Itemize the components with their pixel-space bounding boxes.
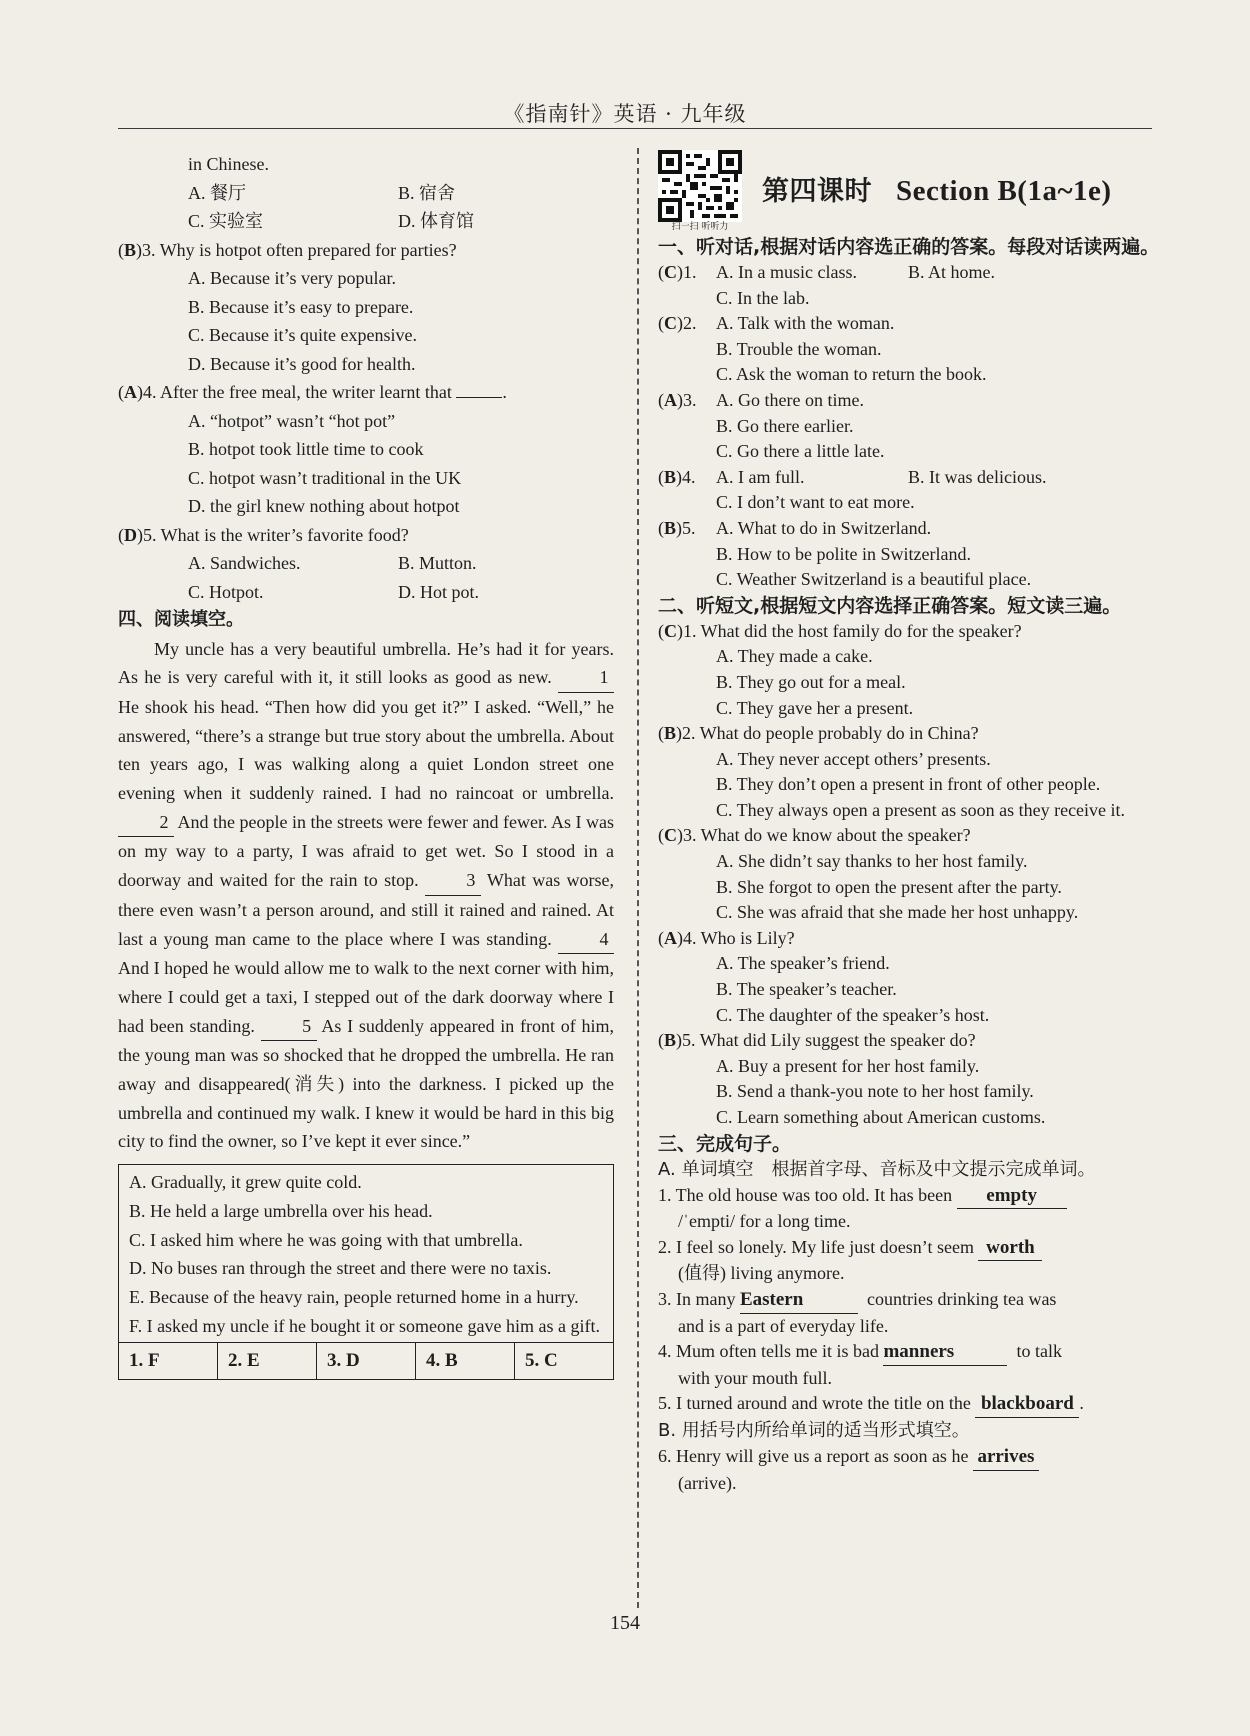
option: A. Buy a present for her host family.	[716, 1055, 980, 1076]
question-stem: (A)4. Who is Lily?	[658, 927, 795, 948]
option: C. hotpot wasn’t traditional in the UK	[188, 467, 462, 488]
option: B. At home.	[908, 262, 996, 282]
option: D. Hot pot.	[398, 581, 479, 602]
answer: C	[664, 313, 677, 334]
options-list	[119, 1165, 613, 1342]
option: B. She forgot to open the present after the party.	[716, 876, 1062, 897]
q5-options-row2	[118, 578, 614, 607]
option: C. They always open a present as soon as they receive it.	[716, 799, 1126, 820]
option: D. the girl knew nothing about hotpot	[188, 496, 460, 516]
option: C. Ask the woman to return the book.	[716, 364, 987, 385]
option-row	[658, 414, 1160, 440]
option: B. Trouble the woman.	[716, 338, 882, 359]
question-text: 4. Who is Lily?	[683, 927, 795, 948]
sentence-text: 3. In many	[658, 1288, 736, 1309]
answer: A	[664, 927, 677, 948]
spacer	[658, 439, 716, 465]
option: B. 宿舍	[398, 182, 456, 203]
option: C. Go there a little late.	[716, 441, 885, 462]
spacer	[658, 542, 716, 568]
option: C. Hotpot.	[188, 581, 264, 602]
option: A. They never accept others’ presents.	[716, 748, 991, 769]
left-column	[118, 150, 614, 1380]
answer-prefix: (B)5.	[658, 517, 696, 538]
answer: C	[664, 825, 677, 846]
option: C. 实验室	[188, 211, 264, 231]
answer-cell: 3. D	[317, 1343, 416, 1379]
question-text: 3. Why is hotpot often prepared for parties?	[142, 239, 457, 260]
blank: 3	[425, 866, 481, 896]
option-row	[658, 516, 1160, 542]
option: A. In a music class.	[716, 262, 857, 282]
header-rule	[118, 128, 1152, 129]
passage-text: My uncle has a very beautiful umbrella. He’s had it for years. As he is very careful with it, it still looks as good as new.	[118, 638, 614, 688]
fill-sentence-cont: (arrive).	[678, 1472, 737, 1493]
option: A. Sandwiches.	[188, 553, 301, 573]
answer-cell: 5. C	[525, 1350, 558, 1372]
blank: 5	[261, 1012, 317, 1042]
option: C. Weather Switzerland is a beautiful place.	[716, 569, 1032, 590]
option: B. Because it’s easy to prepare.	[188, 296, 414, 317]
option: B. They go out for a meal.	[716, 671, 906, 692]
option: C. I asked him where he was going with that umbrella.	[129, 1229, 523, 1250]
option: B. How to be polite in Switzerland.	[716, 543, 971, 564]
fill-sentence-cont: and is a part of everyday life.	[678, 1315, 889, 1336]
option: C. She was afraid that she made her host unhappy.	[716, 902, 1079, 923]
filled-answer: manners	[883, 1339, 1007, 1366]
question-text: 2. What do people probably do in China?	[682, 723, 979, 744]
answer: A	[124, 382, 137, 402]
spacer	[658, 567, 716, 593]
qr-code-icon	[658, 150, 742, 222]
option: A. 餐厅	[188, 182, 246, 203]
question-text: 3. What do we know about the speaker?	[683, 825, 971, 846]
lesson-section: Section B(1a~1e)	[896, 175, 1112, 208]
question-text: 4. After the free meal, the writer learnt that	[143, 382, 452, 402]
passage-text: What was worse, there even wasn’t a person around, and still it rained and rained. At last a young man came to the place where I was standing.	[118, 870, 614, 949]
answer: B	[664, 517, 677, 538]
sentence-text: 4. Mum often tells me it is bad	[658, 1341, 879, 1362]
option-row	[658, 439, 1160, 465]
section-heading: 三、完成句子。	[658, 1132, 792, 1155]
option: C. In the lab.	[716, 287, 810, 308]
subsection-heading: A. 单词填空 根据首字母、音标及中文提示完成单词。	[658, 1158, 1096, 1180]
sentence-text: 5. I turned around and wrote the title on the	[658, 1393, 971, 1414]
option: B. They don’t open a present in front of other people.	[716, 774, 1101, 795]
section-heading: 四、阅读填空。	[118, 609, 244, 630]
option: A. Talk with the woman.	[716, 313, 895, 334]
answer: B	[664, 723, 677, 744]
sentence-text: 1. The old house was too old. It has been	[658, 1184, 953, 1205]
section-heading: 二、听短文,根据短文内容选择正确答案。短文读三遍。	[658, 594, 1122, 617]
column-divider	[637, 148, 639, 1608]
spacer	[658, 362, 716, 388]
option: A. They made a cake.	[716, 646, 873, 667]
option: D. No buses ran through the street and there were no taxis.	[129, 1258, 552, 1279]
q4-stem: (A)4. After the free meal, the writer learnt that .	[118, 382, 507, 402]
q2-options-row2	[118, 207, 614, 236]
fill-sentence-cont: with your mouth full.	[678, 1367, 832, 1388]
sentence-text: .	[1079, 1393, 1084, 1414]
question-stem: (B)2. What do people probably do in China?	[658, 723, 979, 744]
fill-sentence	[658, 1287, 1160, 1314]
answer: B	[664, 1030, 677, 1051]
section-heading: 一、听对话,根据对话内容选正确的答案。每段对话读两遍。	[658, 236, 1160, 258]
answer-prefix: (C)2.	[658, 313, 697, 334]
right-column	[658, 150, 1160, 1496]
passage-text: And the people in the streets were fewer and fewer. As I was on my way to a party, I was afraid to get wet. So I stood in a doorway and waited for the rain to stop.	[118, 811, 614, 891]
answer: C	[664, 262, 677, 282]
qr-caption: 扫一扫 听听力	[671, 222, 729, 232]
answer: A	[664, 389, 677, 410]
option-row	[658, 311, 1160, 337]
page-header: 《指南针》英语 · 九年级	[503, 102, 747, 126]
passage-text: As I suddenly appeared in front of him, the young man was so shocked that he dropped the umbrella. He ran away and disappeared(消失) into the darkness. I picked up the umbrella and continued my walk. I knew it would be hard in this big city to find the owner, so I’ve kept it ever since.”	[118, 1015, 614, 1152]
option: A. What to do in Switzerland.	[716, 517, 932, 538]
option-row	[658, 388, 1160, 414]
option-row	[658, 465, 1160, 491]
option: B. He held a large umbrella over his head.	[129, 1200, 433, 1221]
filled-answer: arrives	[973, 1444, 1039, 1471]
answer: B	[664, 466, 677, 487]
option: A. The speaker’s friend.	[716, 953, 890, 974]
answer-cell: 1. F	[119, 1343, 218, 1379]
blank: 1	[558, 663, 614, 693]
spacer	[658, 286, 716, 312]
option: B. Mutton.	[398, 553, 477, 573]
sentence-text: countries drinking tea was	[866, 1288, 1057, 1309]
option-row	[658, 337, 1160, 363]
fill-sentence-cont: /ˈempti/ for a long time.	[678, 1211, 851, 1232]
sentence-text: to talk	[1016, 1341, 1062, 1362]
option: C. Learn something about American customs.	[716, 1107, 1046, 1127]
reading-passage	[118, 635, 614, 1157]
question-text: 1. What did the host family do for the speaker?	[683, 620, 1022, 641]
answer: D	[124, 524, 137, 545]
subsection-heading: B. 用括号内所给单词的适当形式填空。	[658, 1419, 970, 1441]
listening-dialogs	[658, 260, 1160, 593]
q3-stem: (B)3. Why is hotpot often prepared for parties?	[118, 239, 457, 260]
option: C. The daughter of the speaker’s host.	[716, 1004, 990, 1025]
option: C. Because it’s quite expensive.	[188, 325, 417, 345]
spacer	[658, 414, 716, 440]
lesson-number: 第四课时	[762, 176, 872, 208]
option: A. Gradually, it grew quite cold.	[129, 1172, 362, 1193]
option: B. Send a thank-you note to her host family.	[716, 1081, 1034, 1102]
page-number: 154	[610, 1612, 640, 1634]
listening-passage-questions	[658, 619, 1160, 1131]
question-text: 5. What is the writer’s favorite food?	[143, 524, 409, 545]
option: B. It was delicious.	[908, 466, 1047, 487]
lesson-header	[658, 150, 1160, 234]
spacer	[658, 337, 716, 363]
fill-sentence	[658, 1235, 1160, 1262]
sentence-text: 2. I feel so lonely. My life just doesn’t seem	[658, 1236, 974, 1257]
filled-answer: Eastern	[740, 1287, 858, 1314]
option-row	[658, 260, 1160, 286]
blank: 4	[558, 925, 614, 955]
option-row	[658, 542, 1160, 568]
blank: 2	[118, 808, 174, 838]
options-box	[118, 1164, 614, 1380]
answer-prefix: (B)4.	[658, 466, 696, 487]
option: A. Go there on time.	[716, 389, 864, 410]
option-row	[658, 490, 1160, 516]
fill-sentence	[658, 1183, 1160, 1210]
q2-tail: in Chinese.	[188, 154, 269, 174]
option: C. I don’t want to eat more.	[716, 492, 915, 513]
option-row	[658, 362, 1160, 388]
option: A. She didn’t say thanks to her host family.	[716, 851, 1028, 872]
blank	[456, 397, 502, 398]
q5-stem: (D)5. What is the writer’s favorite food?	[118, 524, 409, 545]
option-row	[658, 567, 1160, 593]
option: A. I am full.	[716, 466, 805, 487]
question-stem: (B)5. What did Lily suggest the speaker do?	[658, 1030, 976, 1051]
question-stem: (C)3. What do we know about the speaker?	[658, 825, 971, 846]
fill-sentence	[658, 1391, 1160, 1418]
question-stem: (C)1. What did the host family do for the speaker?	[658, 620, 1022, 641]
q5-options-row1	[118, 549, 614, 578]
option: A. Because it’s very popular.	[188, 268, 396, 288]
answer-prefix: (A)3.	[658, 389, 697, 410]
option: F. I asked my uncle if he bought it or someone gave him as a gift.	[129, 1315, 600, 1336]
option: B. The speaker’s teacher.	[716, 979, 897, 1000]
option: B. hotpot took little time to cook	[188, 439, 424, 459]
passage-text: He shook his head. “Then how did you get it?” I asked. “Well,” he answered, “there’s a strange but true story about the umbrella. About ten years ago, I was walking along a quiet London street one evening when it suddenly rained. I had no raincoat or umbrella.	[118, 696, 614, 804]
fill-sentence	[658, 1339, 1160, 1366]
option: A. “hotpot” wasn’t “hot pot”	[188, 410, 396, 431]
sentence-text: 6. Henry will give us a report as soon as he	[658, 1445, 969, 1466]
answer-prefix: (C)1.	[658, 262, 697, 282]
answer-cell: 2. E	[218, 1343, 317, 1379]
question-text: 5. What did Lily suggest the speaker do?	[682, 1030, 976, 1051]
answer-cell: 4. B	[416, 1343, 515, 1379]
q2-options-row1	[118, 179, 614, 208]
qr-code[interactable]	[658, 150, 742, 234]
filled-answer: worth	[978, 1235, 1042, 1262]
option: B. Go there earlier.	[716, 415, 854, 436]
option: C. They gave her a present.	[716, 697, 914, 718]
fill-sentence-cont: (值得) living anymore.	[678, 1263, 845, 1284]
filled-answer: blackboard	[975, 1391, 1079, 1418]
answer: C	[664, 620, 677, 641]
passage-text: And I hoped he would allow me to walk to the next corner with him, where I could get a taxi, I stepped out of the dark doorway where I had been standing.	[118, 958, 614, 1036]
answer: B	[124, 239, 137, 260]
answer-row	[119, 1342, 613, 1379]
spacer	[658, 490, 716, 516]
fill-sentence	[658, 1444, 1160, 1471]
lesson-title	[762, 175, 1112, 208]
option: D. Because it’s good for health.	[188, 353, 416, 374]
option-row	[658, 286, 1160, 312]
option: D. 体育馆	[398, 211, 474, 231]
option: E. Because of the heavy rain, people returned home in a hurry.	[129, 1286, 579, 1307]
filled-answer: empty	[957, 1183, 1067, 1210]
